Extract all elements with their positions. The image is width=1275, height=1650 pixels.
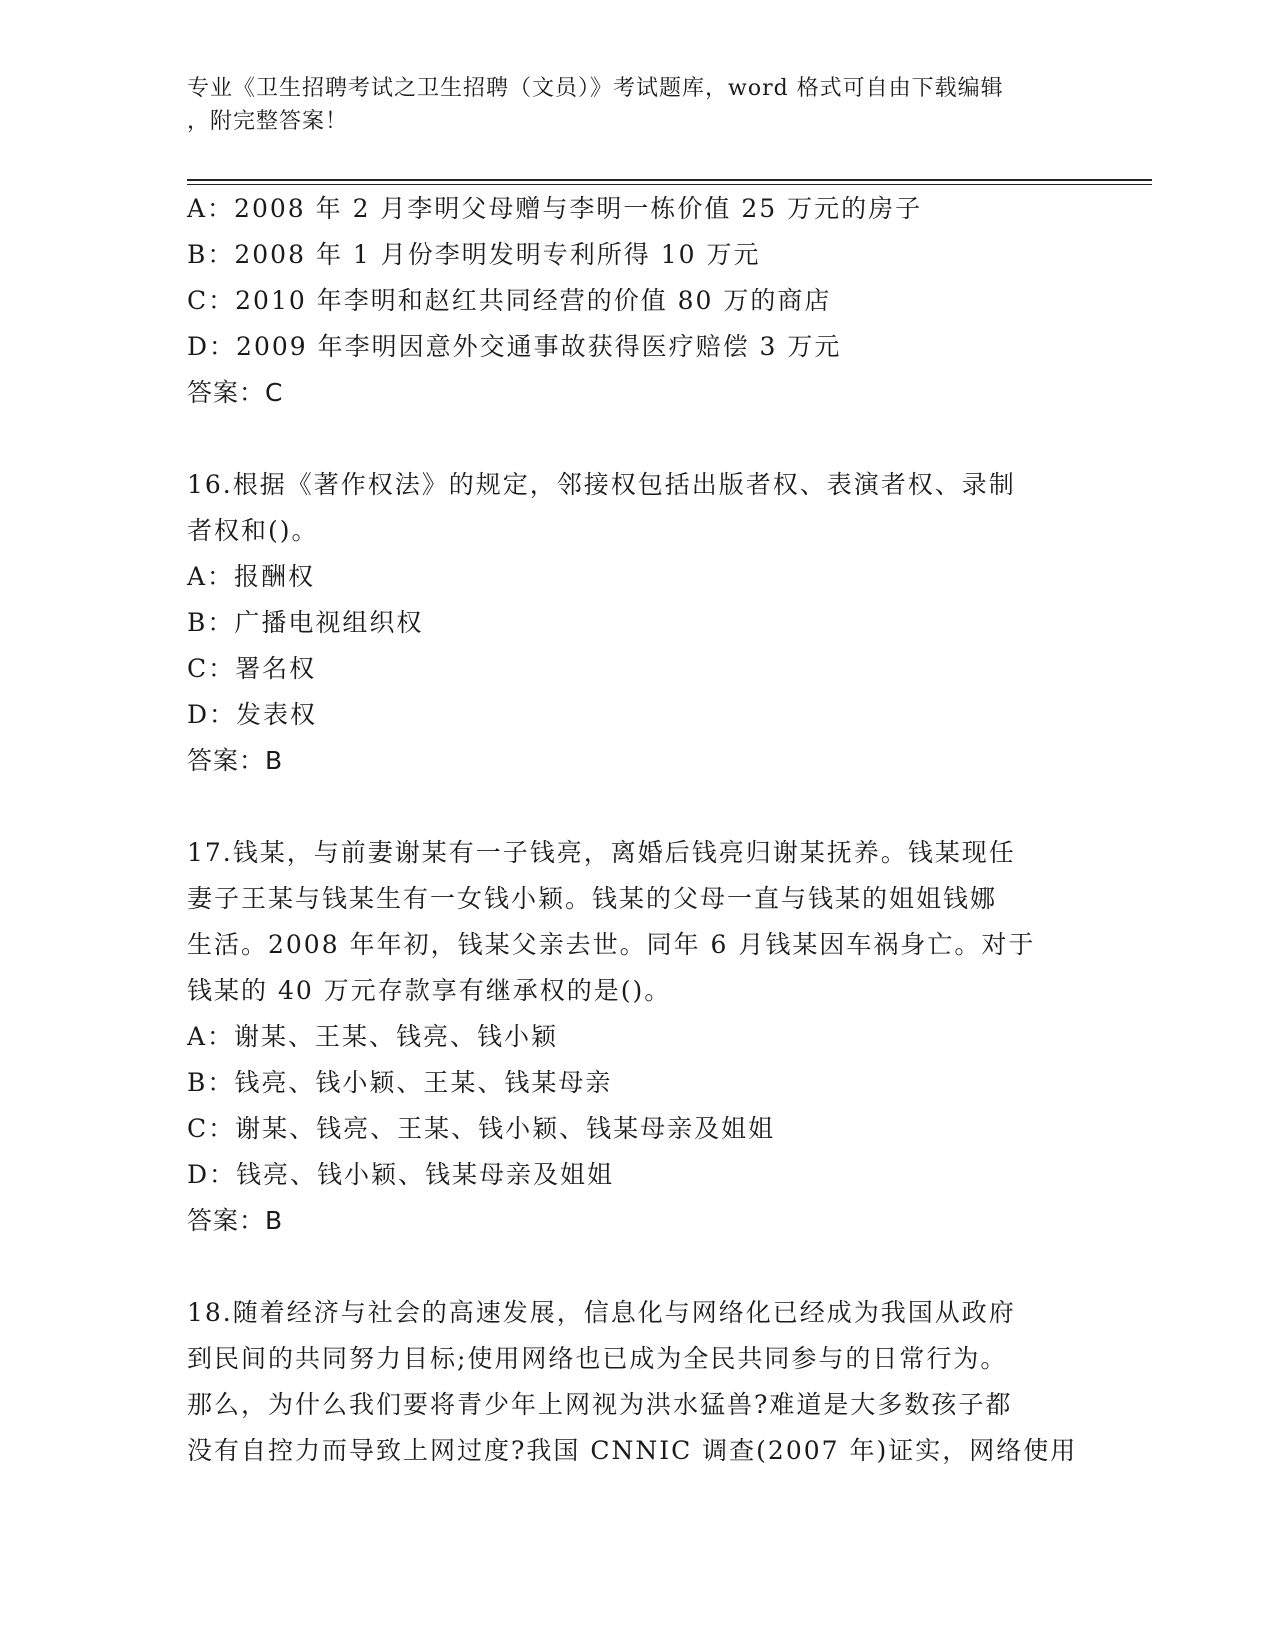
q16-option-b: B：广播电视组织权 (187, 608, 424, 637)
q18-stem-line-1: 18.随着经济与社会的高速发展，信息化与网络化已经成为我国从政府 (187, 1298, 1016, 1327)
q15-option-b: B：2008 年 1 月份李明发明专利所得 10 万元 (187, 240, 761, 269)
q17-option-d: D：钱亮、钱小颖、钱某母亲及姐姐 (187, 1160, 615, 1189)
q16-option-a: A：报酬权 (187, 562, 316, 591)
q17-option-a: A：谢某、王某、钱亮、钱小颖 (187, 1022, 559, 1051)
q18-stem-line-3: 那么，为什么我们要将青少年上网视为洪水猛兽?难道是大多数孩子都 (187, 1390, 1013, 1419)
question-16 (187, 462, 1087, 784)
header-divider-thick (187, 179, 1152, 181)
question-17 (187, 830, 1087, 1244)
q15-option-a: A：2008 年 2 月李明父母赠与李明一栋价值 25 万元的房子 (187, 194, 923, 223)
q17-stem-line-1: 17.钱某，与前妻谢某有一子钱亮，离婚后钱亮归谢某抚养。钱某现任 (187, 838, 1016, 867)
q17-stem-line-2: 妻子王某与钱某生有一女钱小颖。钱某的父母一直与钱某的姐姐钱娜 (187, 884, 998, 913)
question-15-options (187, 186, 1087, 416)
q16-stem-line-2: 者权和()。 (187, 516, 319, 545)
q17-option-c: C：谢某、钱亮、王某、钱小颖、钱某母亲及姐姐 (187, 1114, 776, 1143)
q16-option-c: C：署名权 (187, 654, 317, 683)
q17-option-b: B：钱亮、钱小颖、王某、钱某母亲 (187, 1068, 613, 1097)
q18-stem-line-4: 没有自控力而导致上网过度?我国 CNNIC 调查(2007 年)证实，网络使用 (187, 1436, 1078, 1465)
q16-option-d: D：发表权 (187, 700, 318, 729)
question-18 (187, 1290, 1087, 1474)
q17-stem-line-4: 钱某的 40 万元存款享有继承权的是()。 (187, 976, 672, 1005)
document-header (187, 72, 1067, 138)
q17-answer: 答案：B (187, 1206, 284, 1235)
q16-stem-line-1: 16.根据《著作权法》的规定，邻接权包括出版者权、表演者权、录制 (187, 470, 1016, 499)
q15-option-d: D：2009 年李明因意外交通事故获得医疗赔偿 3 万元 (187, 332, 842, 361)
header-line-1: 专业《卫生招聘考试之卫生招聘（文员）》考试题库，word 格式可自由下载编辑 (187, 76, 1004, 101)
question-content (187, 186, 1087, 1474)
q18-stem-line-2: 到民间的共同努力目标;使用网络也已成为全民共同参与的日常行为。 (187, 1344, 1008, 1373)
header-divider-thin (187, 184, 1152, 185)
q15-option-c: C：2010 年李明和赵红共同经营的价值 80 万的商店 (187, 286, 832, 315)
q15-answer: 答案：C (187, 378, 284, 407)
spacer (187, 416, 1087, 462)
header-line-2: ，附完整答案！ (187, 109, 349, 134)
q16-answer: 答案：B (187, 746, 284, 775)
q17-stem-line-3: 生活。2008 年年初，钱某父亲去世。同年 6 月钱某因车祸身亡。对于 (187, 930, 1036, 959)
spacer (187, 784, 1087, 830)
spacer (187, 1244, 1087, 1290)
